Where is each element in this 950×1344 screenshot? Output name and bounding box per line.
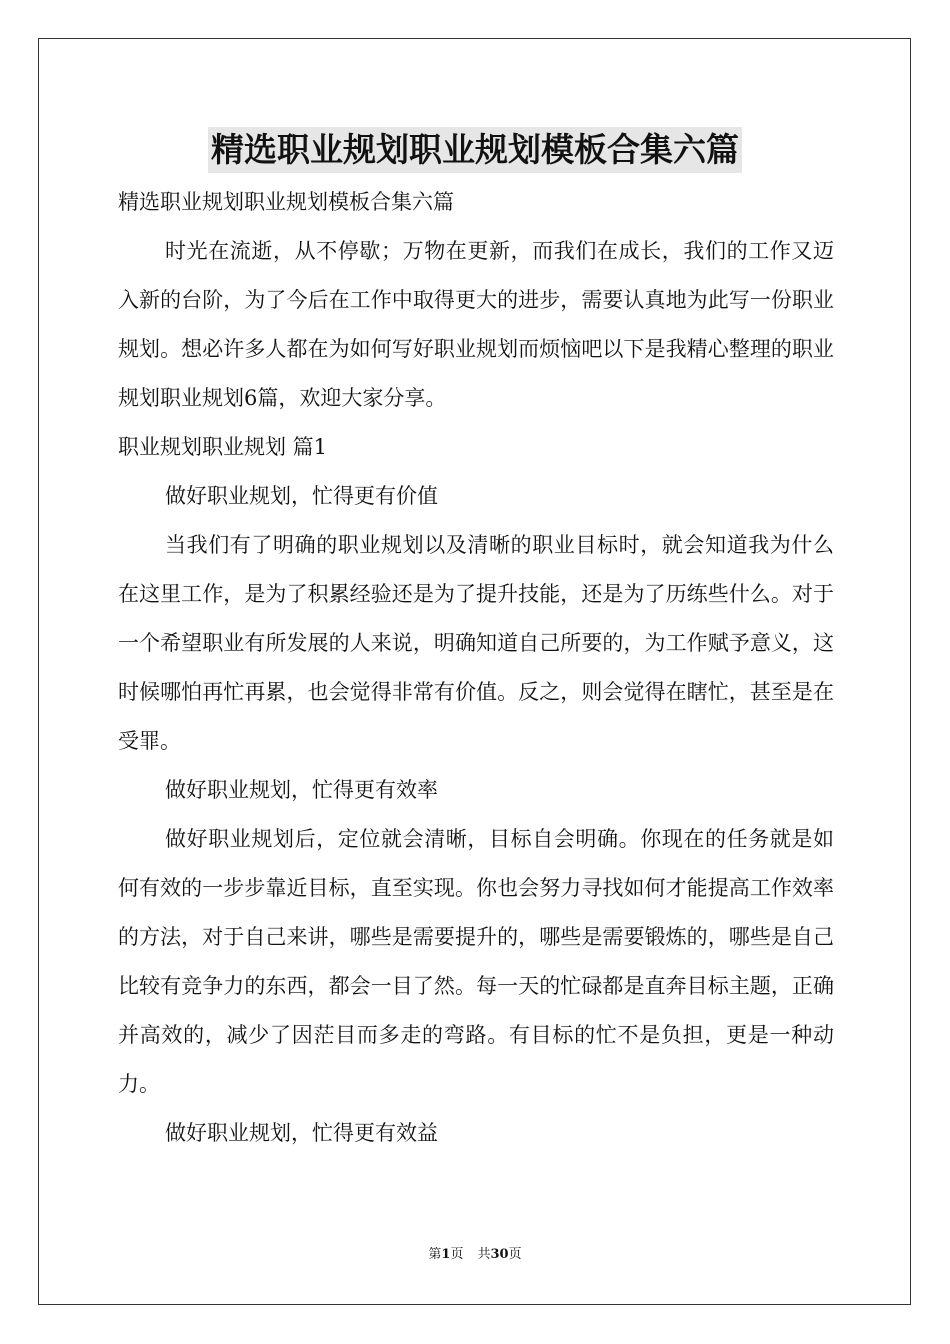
subheading-efficiency: 做好职业规划，忙得更有效率 (165, 778, 438, 802)
section-heading: 职业规划职业规划 篇1 (118, 435, 328, 459)
total-suffix: 页 (508, 1247, 522, 1262)
paragraph-value: 当我们有了明确的职业规划以及清晰的职业目标时，就会知道我为什么在这里工作，是为了积累经验还是为了提升技能，还是为了历练些什么。对于一个希望职业有所发展的人来说，明确知道自己所要的，为工作赋予意义，这时候哪怕再忙再累，也会觉得非常有价值。反之，则会觉得在瞎忙，甚至是在受罪。 (118, 533, 834, 753)
paragraph-efficiency: 做好职业规划后，定位就会清晰，目标自会明确。你现在的任务就是如何有效的一步步靠近目标，直至实现。你也会努力寻找如何才能提高工作效率的方法，对于自己来讲，哪些是需要提升的，哪些是需要锻炼的，哪些是自己比较有竞争力的东西，都会一目了然。每一天的忙碌都是直奔目标主题，正确并高效的，减少了因茫目而多走的弯路。有目标的忙不是负担，更是一种动力。 (118, 827, 834, 1096)
page-prefix: 第 (428, 1247, 442, 1262)
page-current: 1 (441, 1247, 451, 1262)
subheading-benefit: 做好职业规划，忙得更有效益 (165, 1121, 438, 1145)
document-subtitle: 精选职业规划职业规划模板合集六篇 (118, 190, 454, 214)
document-body (118, 178, 834, 1158)
page-footer (0, 1246, 950, 1264)
total-prefix: 共 (477, 1247, 491, 1262)
page-suffix: 页 (450, 1247, 464, 1262)
page-total: 30 (490, 1247, 509, 1262)
subheading-value: 做好职业规划，忙得更有价值 (165, 484, 438, 508)
title-block (0, 127, 950, 173)
document-title: 精选职业规划职业规划模板合集六篇 (208, 127, 742, 173)
intro-paragraph: 时光在流逝，从不停歇；万物在更新，而我们在成长，我们的工作又迈入新的台阶，为了今后在工作中取得更大的进步，需要认真地为此写一份职业规划。想必许多人都在为如何写好职业规划而烦恼吧以下是我精心整理的职业规划职业规划6篇，欢迎大家分享。 (118, 239, 834, 410)
